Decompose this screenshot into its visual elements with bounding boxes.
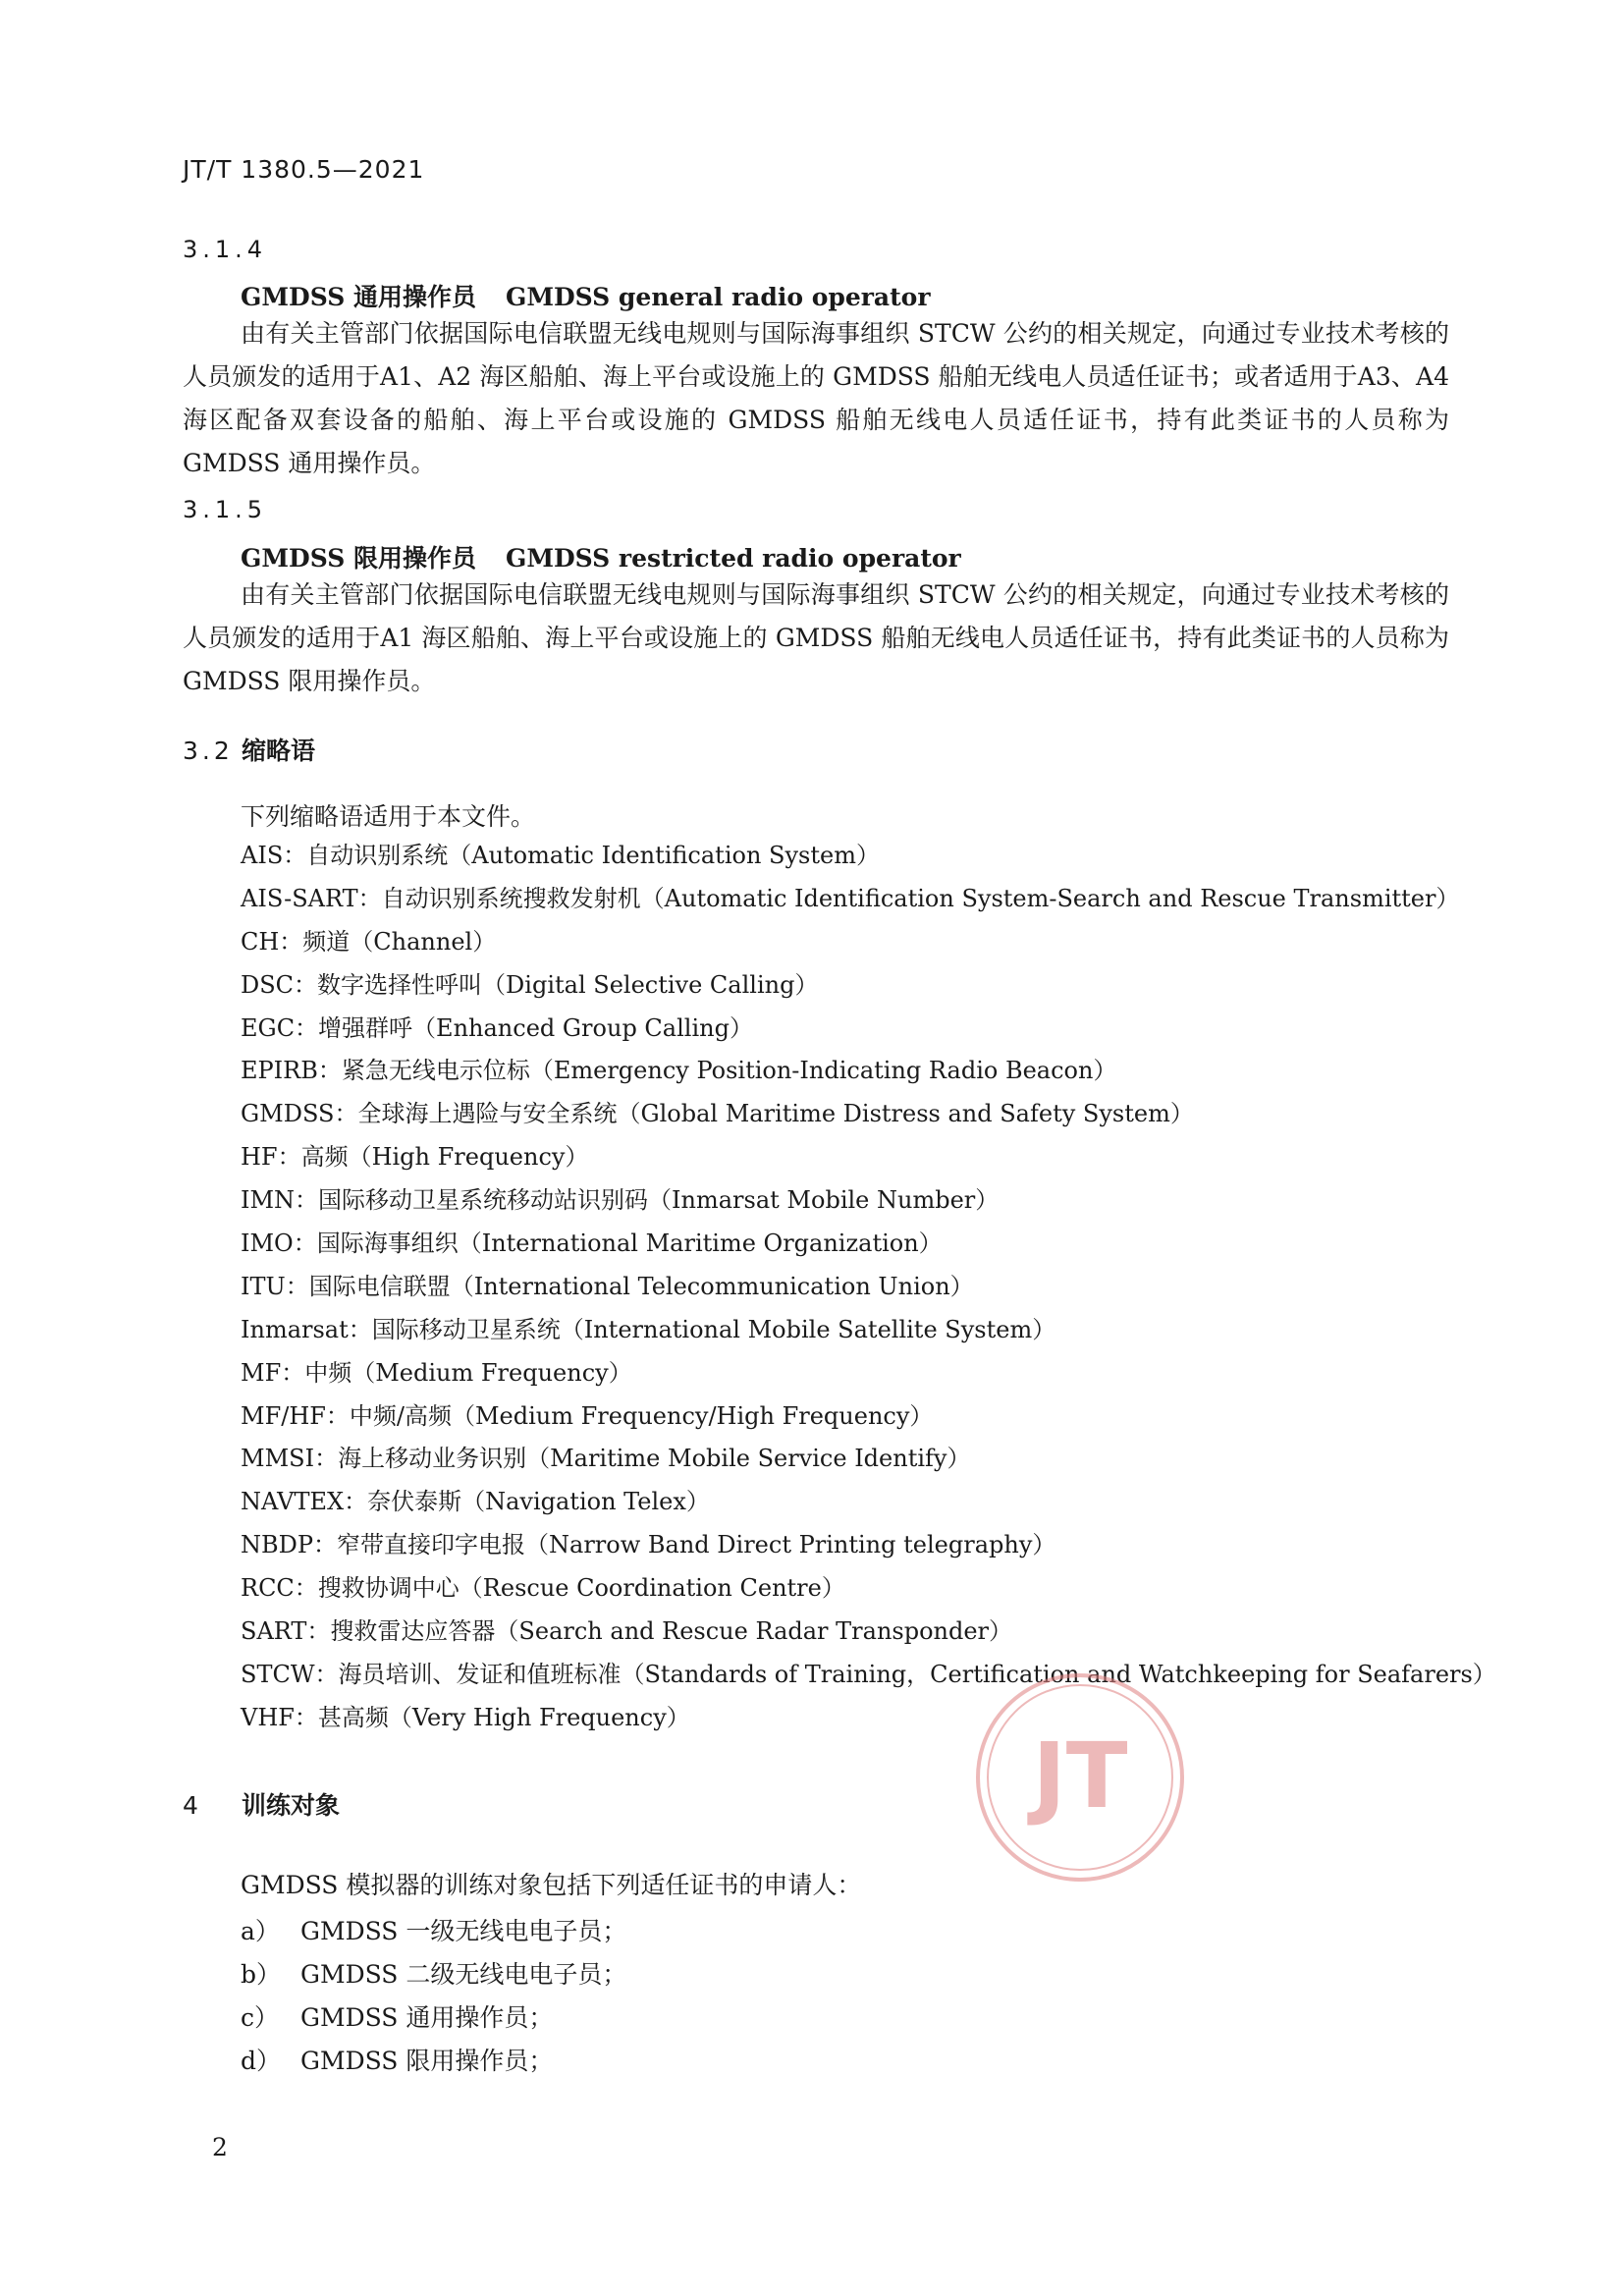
section-heading	[183, 732, 315, 767]
abbreviation-item: AIS-SART：自动识别系统搜救发射机（Automatic Identification System-Search and Rescue Transmitter）	[241, 884, 1460, 912]
training-target-item	[241, 2040, 626, 2083]
abbreviation-item: NAVTEX：奈伏泰斯（Navigation Telex）	[241, 1488, 710, 1516]
jt-stamp-icon	[972, 1669, 1188, 1886]
abbreviation-item: RCC：搜救协调中心（Rescue Coordination Centre）	[241, 1574, 845, 1603]
term-en: GMDSS general radio operator	[505, 283, 931, 311]
standard-code: JT/T 1380.5—2021	[183, 155, 425, 184]
abbreviation-item: MF：中频（Medium Frequency）	[241, 1358, 632, 1387]
abbreviation-item: VHF：甚高频（Very High Frequency）	[241, 1703, 690, 1731]
list-marker: a）	[241, 1917, 280, 1945]
abbreviation-item: IMO：国际海事组织（International Maritime Organization）	[241, 1230, 943, 1258]
abbreviation-item: EGC：增强群呼（Enhanced Group Calling）	[241, 1013, 753, 1042]
list-text: GMDSS 二级无线电电子员；	[300, 1960, 627, 1989]
training-target-item	[241, 1910, 626, 1953]
clause-number: 3.1.4	[183, 236, 268, 263]
list-text: GMDSS 限用操作员；	[300, 2047, 554, 2075]
abbreviation-list	[241, 835, 1496, 1740]
abbreviation-item: GMDSS：全球海上遇险与安全系统（Global Maritime Distress and Safety System）	[241, 1100, 1194, 1128]
abbreviation-item: STCW：海员培训、发证和值班标准（Standards of Training，Certification and Watchkeeping for Seafarers）	[241, 1660, 1496, 1688]
training-target-item	[241, 1996, 626, 2040]
clause-number: 3.1.5	[183, 496, 268, 523]
term-heading	[241, 278, 931, 313]
abbreviations-intro: 下列缩略语适用于本文件。	[241, 802, 536, 831]
list-marker: d）	[241, 2047, 282, 2075]
abbreviation-item: IMN：国际移动卫星系统移动站识别码（Inmarsat Mobile Number）	[241, 1186, 1000, 1215]
training-target-list	[241, 1910, 626, 2083]
section-number: 4	[183, 1791, 202, 1820]
section-heading	[183, 1786, 340, 1822]
abbreviation-item: CH：频道（Channel）	[241, 927, 497, 956]
abbreviation-item: MMSI：海上移动业务识别（Maritime Mobile Service Identify）	[241, 1445, 971, 1473]
abbreviation-item: DSC：数字选择性呼叫（Digital Selective Calling）	[241, 970, 819, 999]
abbreviation-item: EPIRB：紧急无线电示位标（Emergency Position-Indicating Radio Beacon）	[241, 1057, 1117, 1085]
training-targets-intro: GMDSS 模拟器的训练对象包括下列适任证书的申请人：	[241, 1871, 862, 1899]
abbreviation-item: ITU：国际电信联盟（International Telecommunication Union）	[241, 1272, 974, 1300]
section-number: 3.2	[183, 737, 234, 765]
section-title: 训练对象	[242, 1791, 341, 1820]
list-text: GMDSS 一级无线电电子员；	[300, 1917, 627, 1945]
term-en: GMDSS restricted radio operator	[505, 544, 961, 573]
term-heading	[241, 539, 961, 574]
abbreviation-item: MF/HF：中频/高频（Medium Frequency/High Frequency）	[241, 1401, 934, 1430]
term-definition: 由有关主管部门依据国际电信联盟无线电规则与国际海事组织 STCW 公约的相关规定，向通过专业技术考核的人员颁发的适用于A1 海区船舶、海上平台或设施上的 GMDSS 船舶无线电人员适任证书，持有此类证书的人员称为 GMDSS 限用操作员。	[183, 580, 1449, 695]
abbreviation-item: Inmarsat：国际移动卫星系统（International Mobile Satellite System）	[241, 1315, 1056, 1343]
svg-text:JT: JT	[1032, 1723, 1128, 1829]
abbreviation-item: AIS：自动识别系统（Automatic Identification System）	[241, 842, 880, 869]
list-marker: b）	[241, 1960, 282, 1989]
page-number: 2	[212, 2133, 228, 2161]
term-definition: 由有关主管部门依据国际电信联盟无线电规则与国际海事组织 STCW 公约的相关规定，向通过专业技术考核的人员颁发的适用于A1、A2 海区船舶、海上平台或设施上的 GMDSS 船舶无线电人员适任证书；或者适用于A3、A4 海区配备双套设备的船舶、海上平台或设施的 GMDSS 船舶无线电人员适任证书，持有此类证书的人员称为 GMDSS 通用操作员。	[183, 319, 1449, 477]
term-zh: GMDSS 限用操作员	[241, 544, 476, 573]
abbreviation-item: HF：高频（High Frequency）	[241, 1143, 589, 1172]
training-target-item	[241, 1953, 626, 1996]
list-text: GMDSS 通用操作员；	[300, 2003, 554, 2032]
abbreviation-item: NBDP：窄带直接印字电报（Narrow Band Direct Printing telegraphy）	[241, 1531, 1056, 1559]
abbreviation-item: SART：搜救雷达应答器（Search and Rescue Radar Transponder）	[241, 1617, 1013, 1646]
list-marker: c）	[241, 2003, 280, 2032]
term-zh: GMDSS 通用操作员	[241, 283, 476, 311]
section-title: 缩略语	[242, 737, 316, 765]
